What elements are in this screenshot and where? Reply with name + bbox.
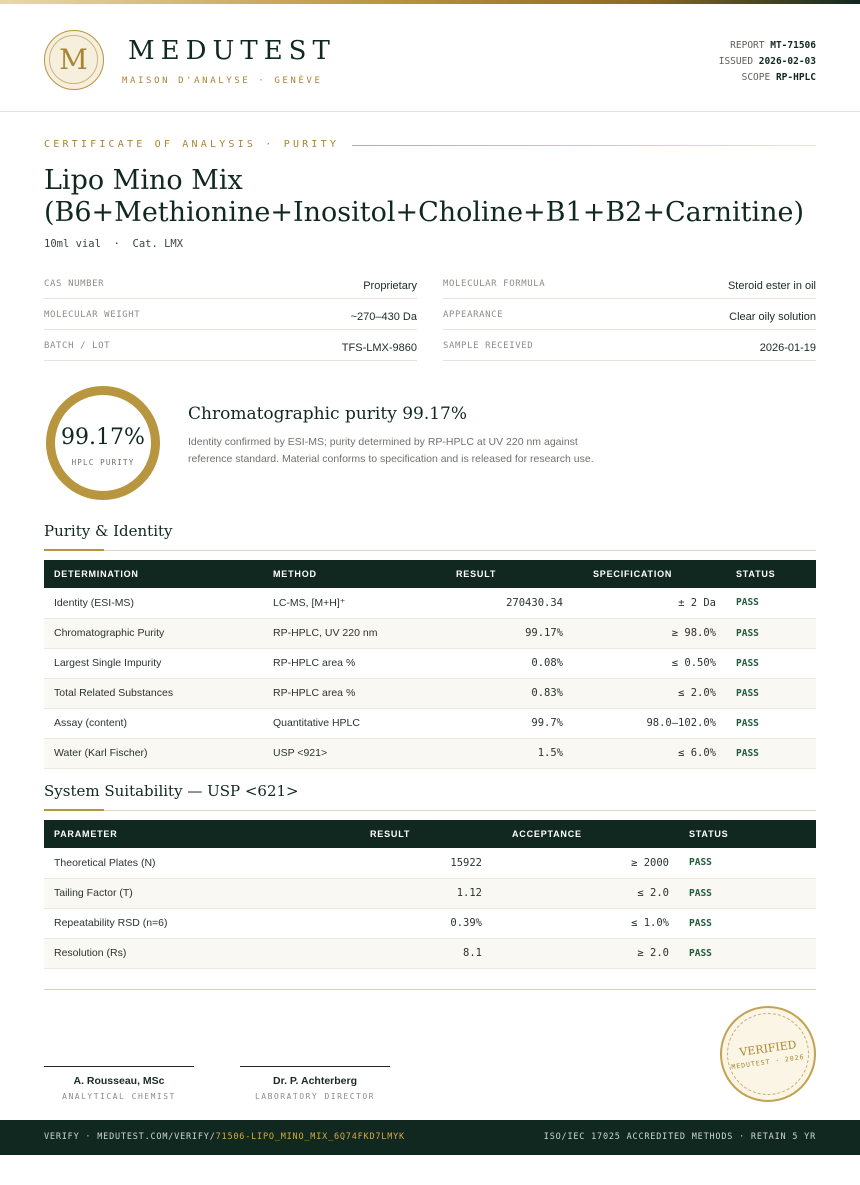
specification: ≤ 6.0%	[573, 738, 726, 768]
brand-name: MEDUTEST	[128, 36, 336, 66]
verified-seal	[720, 1006, 816, 1102]
prop-weight	[44, 299, 417, 330]
specification: 98.0–102.0%	[573, 708, 726, 738]
report-number: MT-71506	[770, 40, 816, 51]
prop-value: ~270–430 Da	[350, 311, 417, 323]
section-rule	[44, 810, 816, 811]
table-header-row	[44, 560, 816, 588]
column-header: ACCEPTANCE	[492, 820, 679, 848]
specification: ≤ 0.50%	[573, 648, 726, 678]
acceptance: ≥ 2.0	[492, 938, 679, 968]
table-row	[44, 588, 816, 618]
section-rule	[44, 550, 816, 551]
prop-value: 2026-01-19	[759, 342, 816, 354]
signatory-name: Dr. P. Achterberg	[272, 1075, 358, 1087]
parameter: Repeatability RSD (n=6)	[44, 908, 356, 938]
method: RP-HPLC area %	[263, 648, 433, 678]
column-header: PARAMETER	[44, 820, 356, 848]
status-badge: PASS	[726, 588, 816, 618]
result: 99.7%	[433, 708, 573, 738]
method: Quantitative HPLC	[263, 708, 433, 738]
status-badge: PASS	[679, 938, 816, 968]
prop-value: Clear oily solution	[729, 311, 816, 323]
table-row	[44, 618, 816, 648]
specification: ≤ 2.0%	[573, 678, 726, 708]
result: 99.17%	[433, 618, 573, 648]
prop-value: Proprietary	[363, 280, 417, 292]
purity-ring-value: 99.17%	[61, 425, 145, 450]
status-badge: PASS	[726, 708, 816, 738]
result: 8.1	[356, 938, 492, 968]
prop-cas	[44, 268, 417, 299]
table-row	[44, 648, 816, 678]
table-row	[44, 878, 816, 908]
product-composition: (B6+Methionine+Inositol+Choline+B1+B2+Carnitine)	[44, 197, 805, 228]
table-row	[44, 848, 816, 878]
purity-ring	[46, 386, 160, 500]
prop-label: CAS NUMBER	[44, 279, 105, 289]
prop-value: Steroid ester in oil	[727, 280, 816, 292]
product-title	[44, 165, 824, 229]
status-badge: PASS	[679, 878, 816, 908]
section-accent	[44, 549, 104, 551]
certificate-eyebrow: CERTIFICATE OF ANALYSIS · PURITY	[44, 139, 340, 150]
column-header: DETERMINATION	[44, 560, 263, 588]
method: RP-HPLC, UV 220 nm	[263, 618, 433, 648]
report-meta	[719, 38, 816, 86]
result: 0.39%	[356, 908, 492, 938]
determination: Largest Single Impurity	[44, 648, 263, 678]
prop-formula	[443, 268, 816, 299]
status-badge: PASS	[726, 648, 816, 678]
acceptance: ≥ 2000	[492, 848, 679, 878]
parameter: Theoretical Plates (N)	[44, 848, 356, 878]
prop-label: BATCH / LOT	[44, 341, 111, 351]
column-header: RESULT	[356, 820, 492, 848]
purity-table	[44, 560, 816, 769]
accreditation-note: ISO/IEC 17025 ACCREDITED METHODS · RETAIN 5 YR	[543, 1132, 816, 1142]
signature-divider	[44, 989, 816, 990]
brand-tagline: MAISON D'ANALYSE · GENÈVE	[122, 76, 323, 86]
verify-prefix: VERIFY · MEDUTEST.COM/VERIFY/	[44, 1132, 216, 1142]
result: 1.12	[356, 878, 492, 908]
status-badge: PASS	[726, 618, 816, 648]
signature-chemist	[44, 1066, 194, 1101]
status-badge: PASS	[726, 738, 816, 768]
prop-appearance	[443, 299, 816, 330]
seal-subtext: MEDUTEST · 2026	[730, 1052, 806, 1072]
seal-text: VERIFIED	[738, 1038, 798, 1059]
prop-label: SAMPLE RECEIVED	[443, 341, 534, 351]
result: 1.5%	[433, 738, 573, 768]
signatory-name: A. Rousseau, MSc	[73, 1075, 165, 1087]
footer-bar	[0, 1120, 860, 1155]
parameter: Tailing Factor (T)	[44, 878, 356, 908]
prop-received	[443, 330, 816, 361]
method: USP <921>	[263, 738, 433, 768]
result: 15922	[356, 848, 492, 878]
section-accent	[44, 809, 104, 811]
prop-value: TFS-LMX-9860	[341, 342, 417, 354]
method: LC-MS, [M+H]⁺	[263, 588, 433, 618]
signatory-role: ANALYTICAL CHEMIST	[62, 1092, 176, 1101]
report-header	[0, 4, 860, 112]
status-badge: PASS	[679, 908, 816, 938]
determination: Assay (content)	[44, 708, 263, 738]
prop-label: MOLECULAR FORMULA	[443, 279, 546, 289]
purity-section-heading: Purity & Identity	[44, 522, 173, 540]
acceptance: ≤ 1.0%	[492, 908, 679, 938]
specification: ≥ 98.0%	[573, 618, 726, 648]
purity-ring-label: HPLC PURITY	[71, 458, 135, 467]
report-label: REPORT	[730, 40, 765, 51]
table-row	[44, 738, 816, 768]
method: RP-HPLC area %	[263, 678, 433, 708]
table-row	[44, 908, 816, 938]
result: 0.83%	[433, 678, 573, 708]
signature-director	[240, 1066, 390, 1101]
status-badge: PASS	[726, 678, 816, 708]
prop-label: APPEARANCE	[443, 310, 504, 320]
acceptance: ≤ 2.0	[492, 878, 679, 908]
scope-value: RP-HPLC	[775, 72, 816, 83]
summary-text: Identity confirmed by ESI-MS; purity determined by RP-HPLC at UV 220 nm against reference standard. Material conforms to specification and is released for research use.	[188, 436, 594, 465]
product-subline: 10ml vial · Cat. LMX	[44, 238, 184, 250]
result: 0.08%	[433, 648, 573, 678]
table-row	[44, 708, 816, 738]
table-row	[44, 678, 816, 708]
result: 270430.34	[433, 588, 573, 618]
eyebrow-rule	[352, 145, 816, 146]
column-header: STATUS	[679, 820, 816, 848]
issued-date: 2026-02-03	[758, 56, 816, 67]
summary-title: Chromatographic purity 99.17%	[188, 404, 468, 424]
logo-letter: M	[59, 43, 88, 76]
scope-label: SCOPE	[741, 72, 771, 83]
determination: Identity (ESI-MS)	[44, 588, 263, 618]
table-header-row	[44, 820, 816, 848]
determination: Total Related Substances	[44, 678, 263, 708]
signatory-role: LABORATORY DIRECTOR	[254, 1092, 375, 1101]
parameter: Resolution (Rs)	[44, 938, 356, 968]
column-header: METHOD	[263, 560, 433, 588]
prop-label: MOLECULAR WEIGHT	[44, 310, 141, 320]
suitability-section-heading: System Suitability — USP <621>	[44, 782, 299, 800]
brand-logo	[44, 30, 104, 90]
column-header: STATUS	[726, 560, 816, 588]
prop-batch	[44, 330, 417, 361]
determination: Chromatographic Purity	[44, 618, 263, 648]
suitability-table	[44, 820, 816, 969]
table-row	[44, 938, 816, 968]
column-header: RESULT	[433, 560, 573, 588]
issued-label: ISSUED	[718, 56, 754, 67]
product-name: Lipo Mino Mix	[44, 165, 243, 196]
verify-link[interactable]	[44, 1132, 405, 1142]
verify-code: 71506-LIPO_MINO_MIX_6Q74FKD7LMYK	[215, 1132, 405, 1142]
column-header: SPECIFICATION	[573, 560, 726, 588]
determination: Water (Karl Fischer)	[44, 738, 263, 768]
status-badge: PASS	[679, 848, 816, 878]
specification: ± 2 Da	[573, 588, 726, 618]
